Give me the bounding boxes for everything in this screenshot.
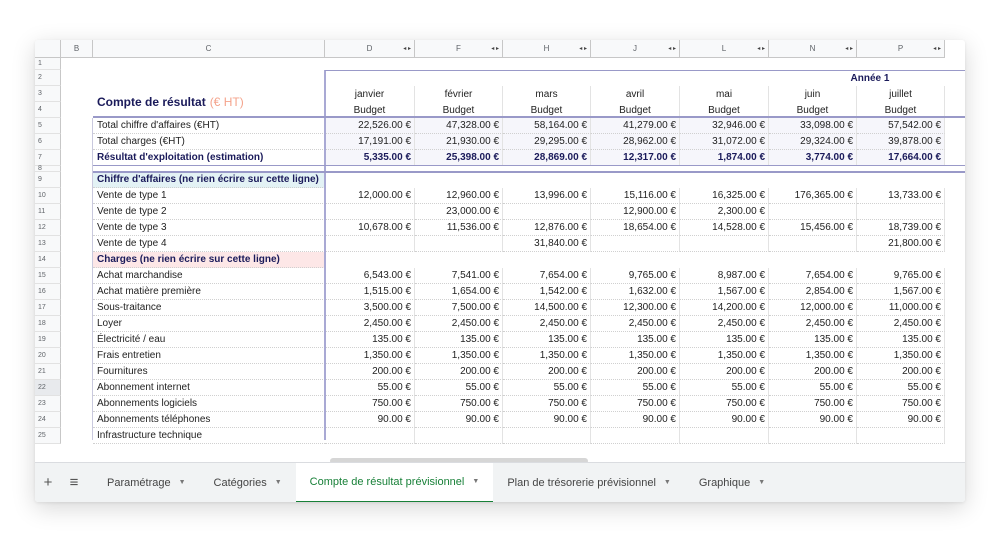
charge-value[interactable]: 90.00 € [415,412,503,428]
col-header-d[interactable]: D ◂ ▸ [325,40,415,58]
row-header-13[interactable]: 13 [35,236,61,252]
tab-graphique[interactable] [685,463,779,503]
page-title [97,86,244,118]
col-header-l[interactable]: L ◂ ▸ [680,40,769,58]
row-header-16[interactable]: 16 [35,284,61,300]
charge-value[interactable]: 200.00 € [503,364,591,380]
charge-value[interactable]: 750.00 € [325,396,415,412]
table-border-divider [324,70,326,440]
col-header-c[interactable]: C [93,40,325,58]
tab-label: Graphique [698,476,751,489]
charge-value[interactable]: 11,000.00 € [857,300,945,316]
month-header: février [415,86,503,102]
ca-value[interactable]: 11,536.00 € [415,220,503,236]
charge-value[interactable]: 750.00 € [503,396,591,412]
budget-header: Budget [769,102,857,118]
charge-row-label: Électricité / eau [93,332,325,348]
ca-value[interactable]: 12,876.00 € [503,220,591,236]
plus-icon[interactable]: + [43,474,53,491]
summary-value[interactable]: 32,946.00 € [680,118,769,134]
charge-value[interactable]: 200.00 € [325,364,415,380]
charge-value[interactable]: 7,541.00 € [415,268,503,284]
charge-value[interactable]: 3,500.00 € [325,300,415,316]
ca-value[interactable]: 21,800.00 € [857,236,945,252]
ca-value[interactable]: 12,000.00 € [325,188,415,204]
summary-label: Résultat d'exploitation (estimation) [93,150,325,166]
charge-value[interactable]: 9,765.00 € [857,268,945,284]
charge-value[interactable] [680,428,769,444]
month-header: avril [591,86,680,102]
ca-value[interactable]: 18,739.00 € [857,220,945,236]
summary-value[interactable]: 57,542.00 € [857,118,945,134]
charge-row-label: Abonnements logiciels [93,396,325,412]
row-header-17[interactable]: 17 [35,300,61,316]
charge-value[interactable]: 135.00 € [325,332,415,348]
chevron-down-icon[interactable]: ▼ [758,479,766,486]
expand-group-icon[interactable]: ◂ ▸ [668,46,676,52]
month-header: juillet [857,86,945,102]
col-header-p[interactable]: P ◂ ▸ [857,40,945,58]
charge-value[interactable]: 750.00 € [857,396,945,412]
select-all-corner[interactable] [35,40,61,58]
expand-group-icon[interactable]: ◂ ▸ [579,46,587,52]
tab-label: Catégories [213,476,267,489]
charge-value[interactable]: 1,542.00 € [503,284,591,300]
row-header-25[interactable]: 25 [35,428,61,444]
charge-value[interactable]: 135.00 € [680,332,769,348]
charge-value[interactable] [325,428,415,444]
chevron-down-icon[interactable]: ▼ [178,479,186,486]
sheet-tab-bar [35,462,965,502]
ca-value[interactable]: 31,840.00 € [503,236,591,252]
charge-value[interactable]: 55.00 € [680,380,769,396]
charge-value[interactable]: 55.00 € [857,380,945,396]
row-header-10[interactable]: 10 [35,188,61,204]
tab-catégories[interactable] [200,463,296,503]
row-header-4[interactable]: 4 [35,102,61,118]
charge-value[interactable]: 1,350.00 € [769,348,857,364]
row-header-5[interactable]: 5 [35,118,61,134]
expand-group-icon[interactable]: ◂ ▸ [491,46,499,52]
charge-value[interactable]: 90.00 € [503,412,591,428]
charge-value[interactable]: 135.00 € [415,332,503,348]
charge-value[interactable]: 135.00 € [591,332,680,348]
budget-header: Budget [415,102,503,118]
summary-value[interactable]: 25,398.00 € [415,150,503,166]
col-header-b[interactable]: B [61,40,93,58]
chevron-down-icon[interactable]: ▼ [663,479,671,486]
charge-value[interactable]: 2,450.00 € [503,316,591,332]
year-label: Année 1 [850,72,890,84]
row-header-11[interactable]: 11 [35,204,61,220]
charge-value[interactable]: 2,450.00 € [857,316,945,332]
ca-value[interactable]: 2,300.00 € [680,204,769,220]
charge-row-label: Achat matière première [93,284,325,300]
ca-value[interactable] [415,236,503,252]
charge-value[interactable]: 12,300.00 € [591,300,680,316]
col-header-j[interactable]: J ◂ ▸ [591,40,680,58]
charge-row-label: Loyer [93,316,325,332]
charge-row-label: Fournitures [93,364,325,380]
ca-value[interactable] [857,204,945,220]
ca-value[interactable]: 14,528.00 € [680,220,769,236]
charge-value[interactable]: 8,987.00 € [680,268,769,284]
charge-value[interactable]: 200.00 € [680,364,769,380]
charge-value[interactable]: 1,567.00 € [857,284,945,300]
row-header-8[interactable]: 8 [35,166,61,172]
summary-value[interactable]: 31,072.00 € [680,134,769,150]
charge-value[interactable]: 90.00 € [857,412,945,428]
charge-value[interactable]: 200.00 € [415,364,503,380]
page-title-text: Compte de résultat [97,95,206,109]
chevron-down-icon[interactable]: ▼ [472,478,480,485]
ca-value[interactable] [503,204,591,220]
charge-value[interactable]: 1,632.00 € [591,284,680,300]
month-header: janvier [325,86,415,102]
charge-value[interactable]: 14,200.00 € [680,300,769,316]
charge-value[interactable]: 2,854.00 € [769,284,857,300]
charge-value[interactable]: 90.00 € [325,412,415,428]
ca-value[interactable]: 23,000.00 € [415,204,503,220]
header-top-line [325,70,965,71]
tab-label: Plan de trésorerie prévisionnel [507,476,656,489]
charge-value[interactable]: 55.00 € [325,380,415,396]
header-bottom-line [93,116,965,118]
ca-value[interactable]: 12,900.00 € [591,204,680,220]
month-header: mai [680,86,769,102]
summary-value[interactable]: 47,328.00 € [415,118,503,134]
row-header-23[interactable]: 23 [35,396,61,412]
row-header-3[interactable]: 3 [35,86,61,102]
summary-value[interactable]: 21,930.00 € [415,134,503,150]
expand-group-icon[interactable]: ◂ ▸ [403,46,411,52]
ca-value[interactable]: 12,960.00 € [415,188,503,204]
budget-header: Budget [503,102,591,118]
charge-value[interactable]: 750.00 € [769,396,857,412]
ca-row-label: Vente de type 1 [93,188,325,204]
summary-value[interactable]: 5,335.00 € [325,150,415,166]
sheet-list-icon[interactable]: ≡ [69,474,79,491]
charge-value[interactable]: 14,500.00 € [503,300,591,316]
charge-value[interactable]: 1,350.00 € [591,348,680,364]
col-header-h[interactable]: H ◂ ▸ [503,40,591,58]
expand-group-icon[interactable]: ◂ ▸ [757,46,765,52]
summary-bottom-line [93,165,965,166]
charge-value[interactable]: 90.00 € [680,412,769,428]
ca-value[interactable]: 16,325.00 € [680,188,769,204]
ca-value[interactable] [325,236,415,252]
tab-compte-de-résultat-prévisionnel[interactable] [296,463,494,503]
row-header-19[interactable]: 19 [35,332,61,348]
ca-value[interactable] [325,204,415,220]
charge-value[interactable]: 750.00 € [415,396,503,412]
charge-value[interactable]: 1,350.00 € [857,348,945,364]
summary-value[interactable]: 39,878.00 € [857,134,945,150]
charge-value[interactable]: 1,654.00 € [415,284,503,300]
budget-header: Budget [591,102,680,118]
chevron-down-icon[interactable]: ▼ [274,479,282,486]
summary-value[interactable]: 41,279.00 € [591,118,680,134]
ca-row-label: Vente de type 2 [93,204,325,220]
charge-value[interactable]: 135.00 € [503,332,591,348]
charge-value[interactable]: 135.00 € [769,332,857,348]
month-header: mars [503,86,591,102]
summary-value[interactable]: 12,317.00 € [591,150,680,166]
charge-value[interactable]: 750.00 € [680,396,769,412]
ca-value[interactable] [591,236,680,252]
ca-value[interactable] [769,204,857,220]
charge-value[interactable]: 7,500.00 € [415,300,503,316]
ca-value[interactable] [769,236,857,252]
summary-value[interactable]: 58,164.00 € [503,118,591,134]
charge-value[interactable]: 55.00 € [503,380,591,396]
charge-value[interactable]: 9,765.00 € [591,268,680,284]
row-header-2[interactable]: 2 [35,70,61,86]
spreadsheet-window [35,40,965,502]
summary-value[interactable]: 33,098.00 € [769,118,857,134]
summary-value[interactable]: 28,962.00 € [591,134,680,150]
summary-value[interactable]: 17,191.00 € [325,134,415,150]
ca-row-label: Vente de type 4 [93,236,325,252]
tab-label: Compte de résultat prévisionnel [309,475,465,488]
charge-value[interactable]: 90.00 € [769,412,857,428]
ca-value[interactable]: 15,116.00 € [591,188,680,204]
charge-value[interactable]: 2,450.00 € [325,316,415,332]
row-header-18[interactable]: 18 [35,316,61,332]
page-title-suffix: (€ HT) [209,95,244,109]
charge-value[interactable]: 12,000.00 € [769,300,857,316]
row-header-22[interactable]: 22 [35,380,61,396]
charge-value[interactable]: 90.00 € [591,412,680,428]
row-header-6[interactable]: 6 [35,134,61,150]
charge-value[interactable] [503,428,591,444]
ca-value[interactable]: 10,678.00 € [325,220,415,236]
charge-value[interactable]: 55.00 € [591,380,680,396]
expand-group-icon[interactable]: ◂ ▸ [933,46,941,52]
charge-value[interactable]: 750.00 € [591,396,680,412]
section-charges: Charges (ne rien écrire sur cette ligne) [93,252,325,268]
charge-value[interactable]: 1,515.00 € [325,284,415,300]
row-header-12[interactable]: 12 [35,220,61,236]
row-header-1[interactable]: 1 [35,58,61,70]
ca-value[interactable]: 15,456.00 € [769,220,857,236]
expand-group-icon[interactable]: ◂ ▸ [845,46,853,52]
summary-value[interactable]: 29,324.00 € [769,134,857,150]
summary-label: Total chiffre d'affaires (€HT) [93,118,325,134]
charge-value[interactable]: 200.00 € [769,364,857,380]
row-header-24[interactable]: 24 [35,412,61,428]
charge-value[interactable]: 2,450.00 € [415,316,503,332]
section-chiffre-affaires: Chiffre d'affaires (ne rien écrire sur cette ligne) [93,172,325,188]
tab-paramétrage[interactable] [93,463,200,503]
charge-value[interactable]: 7,654.00 € [769,268,857,284]
row-header-7[interactable]: 7 [35,150,61,166]
charge-value[interactable]: 55.00 € [769,380,857,396]
charge-value[interactable]: 200.00 € [591,364,680,380]
charge-row-label: Frais entretien [93,348,325,364]
charge-value[interactable]: 1,350.00 € [325,348,415,364]
summary-value[interactable]: 28,869.00 € [503,150,591,166]
charge-value[interactable]: 1,350.00 € [680,348,769,364]
ca-value[interactable]: 176,365.00 € [769,188,857,204]
ca-value[interactable]: 13,733.00 € [857,188,945,204]
charge-value[interactable] [769,428,857,444]
charge-value[interactable] [591,428,680,444]
charge-value[interactable]: 1,350.00 € [415,348,503,364]
ca-value[interactable] [680,236,769,252]
summary-value[interactable]: 17,664.00 € [857,150,945,166]
budget-header: Budget [325,102,415,118]
tab-label: Paramétrage [107,476,171,489]
charge-value[interactable]: 6,543.00 € [325,268,415,284]
charge-value[interactable]: 2,450.00 € [769,316,857,332]
charge-row-label: Achat marchandise [93,268,325,284]
row-header-20[interactable]: 20 [35,348,61,364]
col-header-n[interactable]: N ◂ ▸ [769,40,857,58]
charge-row-label: Abonnements téléphones [93,412,325,428]
ca-value[interactable]: 13,996.00 € [503,188,591,204]
charge-value[interactable]: 55.00 € [415,380,503,396]
section-top-line [93,171,965,173]
tab-plan-de-trésorerie-prévisionnel[interactable] [493,463,685,503]
charge-row-label: Sous-traitance [93,300,325,316]
charge-value[interactable]: 1,350.00 € [503,348,591,364]
budget-header: Budget [857,102,945,118]
charge-value[interactable]: 1,567.00 € [680,284,769,300]
summary-value[interactable]: 22,526.00 € [325,118,415,134]
row-header-15[interactable]: 15 [35,268,61,284]
charge-value[interactable] [415,428,503,444]
charge-value[interactable]: 2,450.00 € [680,316,769,332]
charge-row-label: Infrastructure technique [93,428,325,444]
sheet-grid [35,40,965,462]
budget-header: Budget [680,102,769,118]
row-header-21[interactable]: 21 [35,364,61,380]
ca-value[interactable]: 18,654.00 € [591,220,680,236]
month-header: juin [769,86,857,102]
charge-value[interactable] [857,428,945,444]
summary-value[interactable]: 3,774.00 € [769,150,857,166]
col-header-f[interactable]: F ◂ ▸ [415,40,503,58]
summary-label: Total charges (€HT) [93,134,325,150]
row-header-14[interactable]: 14 [35,252,61,268]
charge-value[interactable]: 2,450.00 € [591,316,680,332]
charge-row-label: Abonnement internet [93,380,325,396]
summary-value[interactable]: 1,874.00 € [680,150,769,166]
summary-value[interactable]: 29,295.00 € [503,134,591,150]
charge-value[interactable]: 135.00 € [857,332,945,348]
ca-row-label: Vente de type 3 [93,220,325,236]
table-border-left [92,118,93,440]
charge-value[interactable]: 200.00 € [857,364,945,380]
row-header-9[interactable]: 9 [35,172,61,188]
charge-value[interactable]: 7,654.00 € [503,268,591,284]
